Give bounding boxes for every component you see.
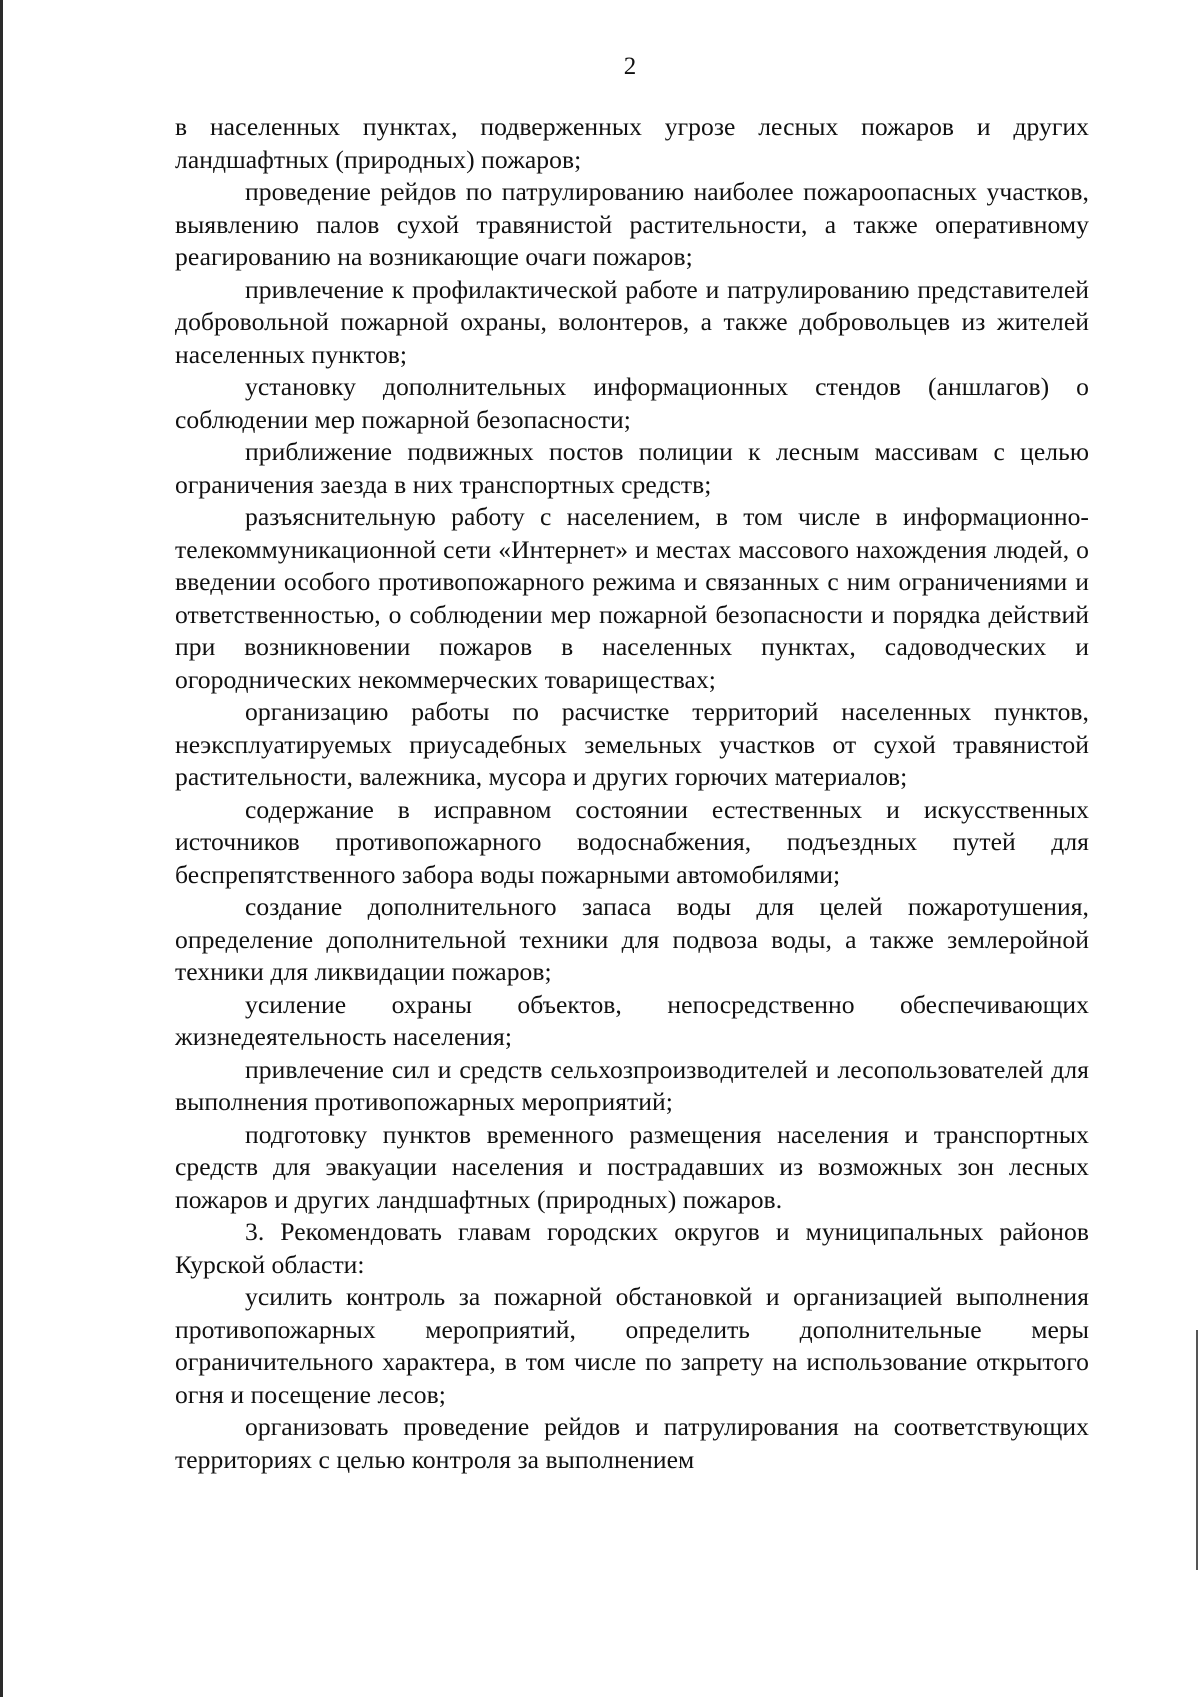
paragraph-continuation: в населенных пунктах, подверженных угрозе лесных пожаров и других ландшафтных (природных) пожаров; <box>175 112 1089 174</box>
paragraph-volunteer-involvement: привлечение к профилактической работе и патрулированию представителей добровольной пожарной охраны, волонтеров, а также добровольцев из жителей населенных пунктов; <box>175 274 1089 369</box>
scan-edge-right <box>1196 1330 1198 1570</box>
paragraph-evacuation-points: подготовку пунктов временного размещения населения и транспортных средств для эвакуации населения и пострадавших из возможных зон лесных пожаров и других ландшафтных (природных) пожаров. <box>175 1119 1089 1214</box>
document-body <box>175 111 1089 1476</box>
paragraph-water-reserve: создание дополнительного запаса воды для целей пожаротушения, определение дополнительной техники для подвоза воды, а также землеройной техники для ликвидации пожаров; <box>175 892 1089 986</box>
paragraph-strengthen-control: усилить контроль за пожарной обстановкой и организацией выполнения противопожарных мероприятий, определить дополнительные меры ограничительного характера, в том числе по запрету на использование открытого огня и посещение лесов; <box>175 1282 1089 1409</box>
paragraph-territory-clearing: организацию работы по расчистке территорий населенных пунктов, неэксплуатируемых приусадебных земельных участков от сухой травянистой растительности, валежника, мусора и других горючих материалов; <box>175 697 1089 791</box>
paragraph-police-posts: приближение подвижных постов полиции к лесным массивам с целью ограничения заезда в них транспортных средств; <box>175 437 1089 499</box>
paragraph-facility-protection: усиление охраны объектов, непосредственно обеспечивающих жизнедеятельность населения; <box>175 989 1089 1051</box>
paragraph-item-3: 3. Рекомендовать главам городских округов и муниципальных районов Курской области: <box>175 1217 1089 1279</box>
paragraph-water-supply: содержание в исправном состоянии естественных и искусственных источников противопожарного водоснабжения, подъездных путей для беспрепятственного забора воды пожарными автомобилями; <box>175 794 1089 889</box>
scan-edge-left <box>0 0 3 1697</box>
paragraph-raid-patrols: проведение рейдов по патрулированию наиболее пожароопасных участков, выявлению палов сухой травянистой растительности, а также оперативному реагированию на возникающие очаги пожаров; <box>175 177 1089 271</box>
page-number: 2 <box>623 53 637 80</box>
paragraph-organize-raids: организовать проведение рейдов и патрулирования на соответствующих территориях с целью контроля за выполнением <box>175 1412 1089 1474</box>
paragraph-explanatory-work: разъяснительную работу с населением, в том числе в информационно-телекоммуникационной сети «Интернет» и местах массового нахождения людей, о введении особого противопожарного режима и связанных с ним ограничениями и ответственностью, о соблюдении мер пожарной безопасности и порядка действий при возникновении пожаров в населенных пунктах, садоводческих и огороднических некоммерческих товариществах; <box>175 502 1089 694</box>
paragraph-agri-forces: привлечение сил и средств сельхозпроизводителей и лесопользователей для выполнения противопожарных мероприятий; <box>175 1054 1089 1116</box>
paragraph-info-stands: установку дополнительных информационных стендов (аншлагов) о соблюдении мер пожарной безопасности; <box>175 372 1089 434</box>
